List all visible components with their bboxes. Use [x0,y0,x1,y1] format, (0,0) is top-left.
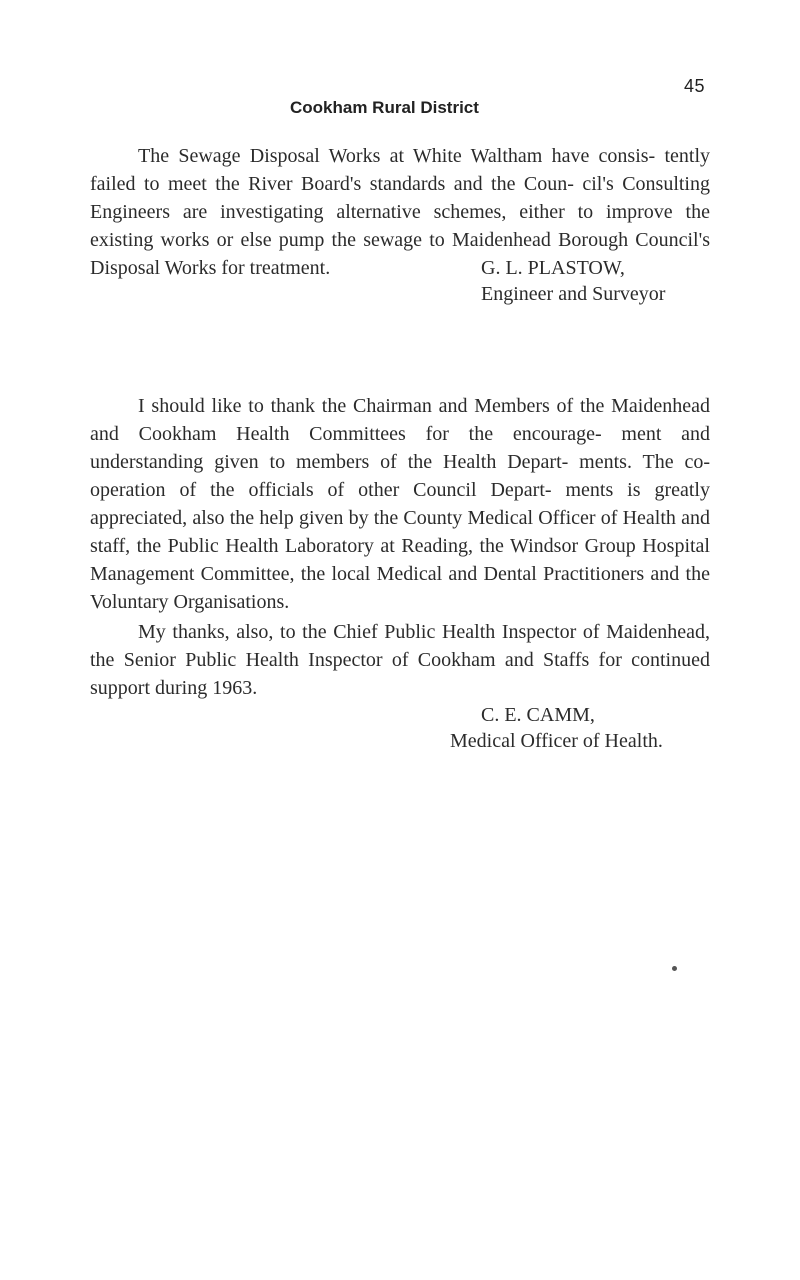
page-number: 45 [684,76,706,96]
paragraph-acknowledgements: I should like to thank the Chairman and Members of the Maidenhead and Cookham Health Committees for the encourage- ment and understanding given to members of the Health Depart- ments. The co-operation of the officials of other Council Depart- ments is greatly appreciated, also the help given by the County Medical Officer of Health and staff, the Public Health Laboratory at Reading, the Windsor Group Hospital Management Committee, the local Medical and Dental Practitioners and the Voluntary Organisations. [90,395,710,613]
paragraph-sewage-works: The Sewage Disposal Works at White Waltham have consis- tently failed to meet the River Board's standards and the Coun- cil's Consulting Engineers are investigating alternative schemes, either to improve the existing works or else pump the sewage to Maidenhead Borough Council's Disposal Works for treatment. [90,145,710,279]
signature-medical-officer-title: Medical Officer of Health. [450,730,663,752]
running-head: Cookham Rural District [290,98,479,117]
paragraph-thanks: My thanks, also, to the Chief Public Health Inspector of Maidenhead, the Senior Public Health Inspector of Cookham and Staffs for continued support during 1963. [90,621,710,699]
signature-engineer-title: Engineer and Surveyor [481,283,666,305]
signature-engineer-name: G. L. PLASTOW, [481,257,625,279]
signature-medical-officer-name: C. E. CAMM, [481,704,595,726]
print-speck-mark [672,966,677,971]
